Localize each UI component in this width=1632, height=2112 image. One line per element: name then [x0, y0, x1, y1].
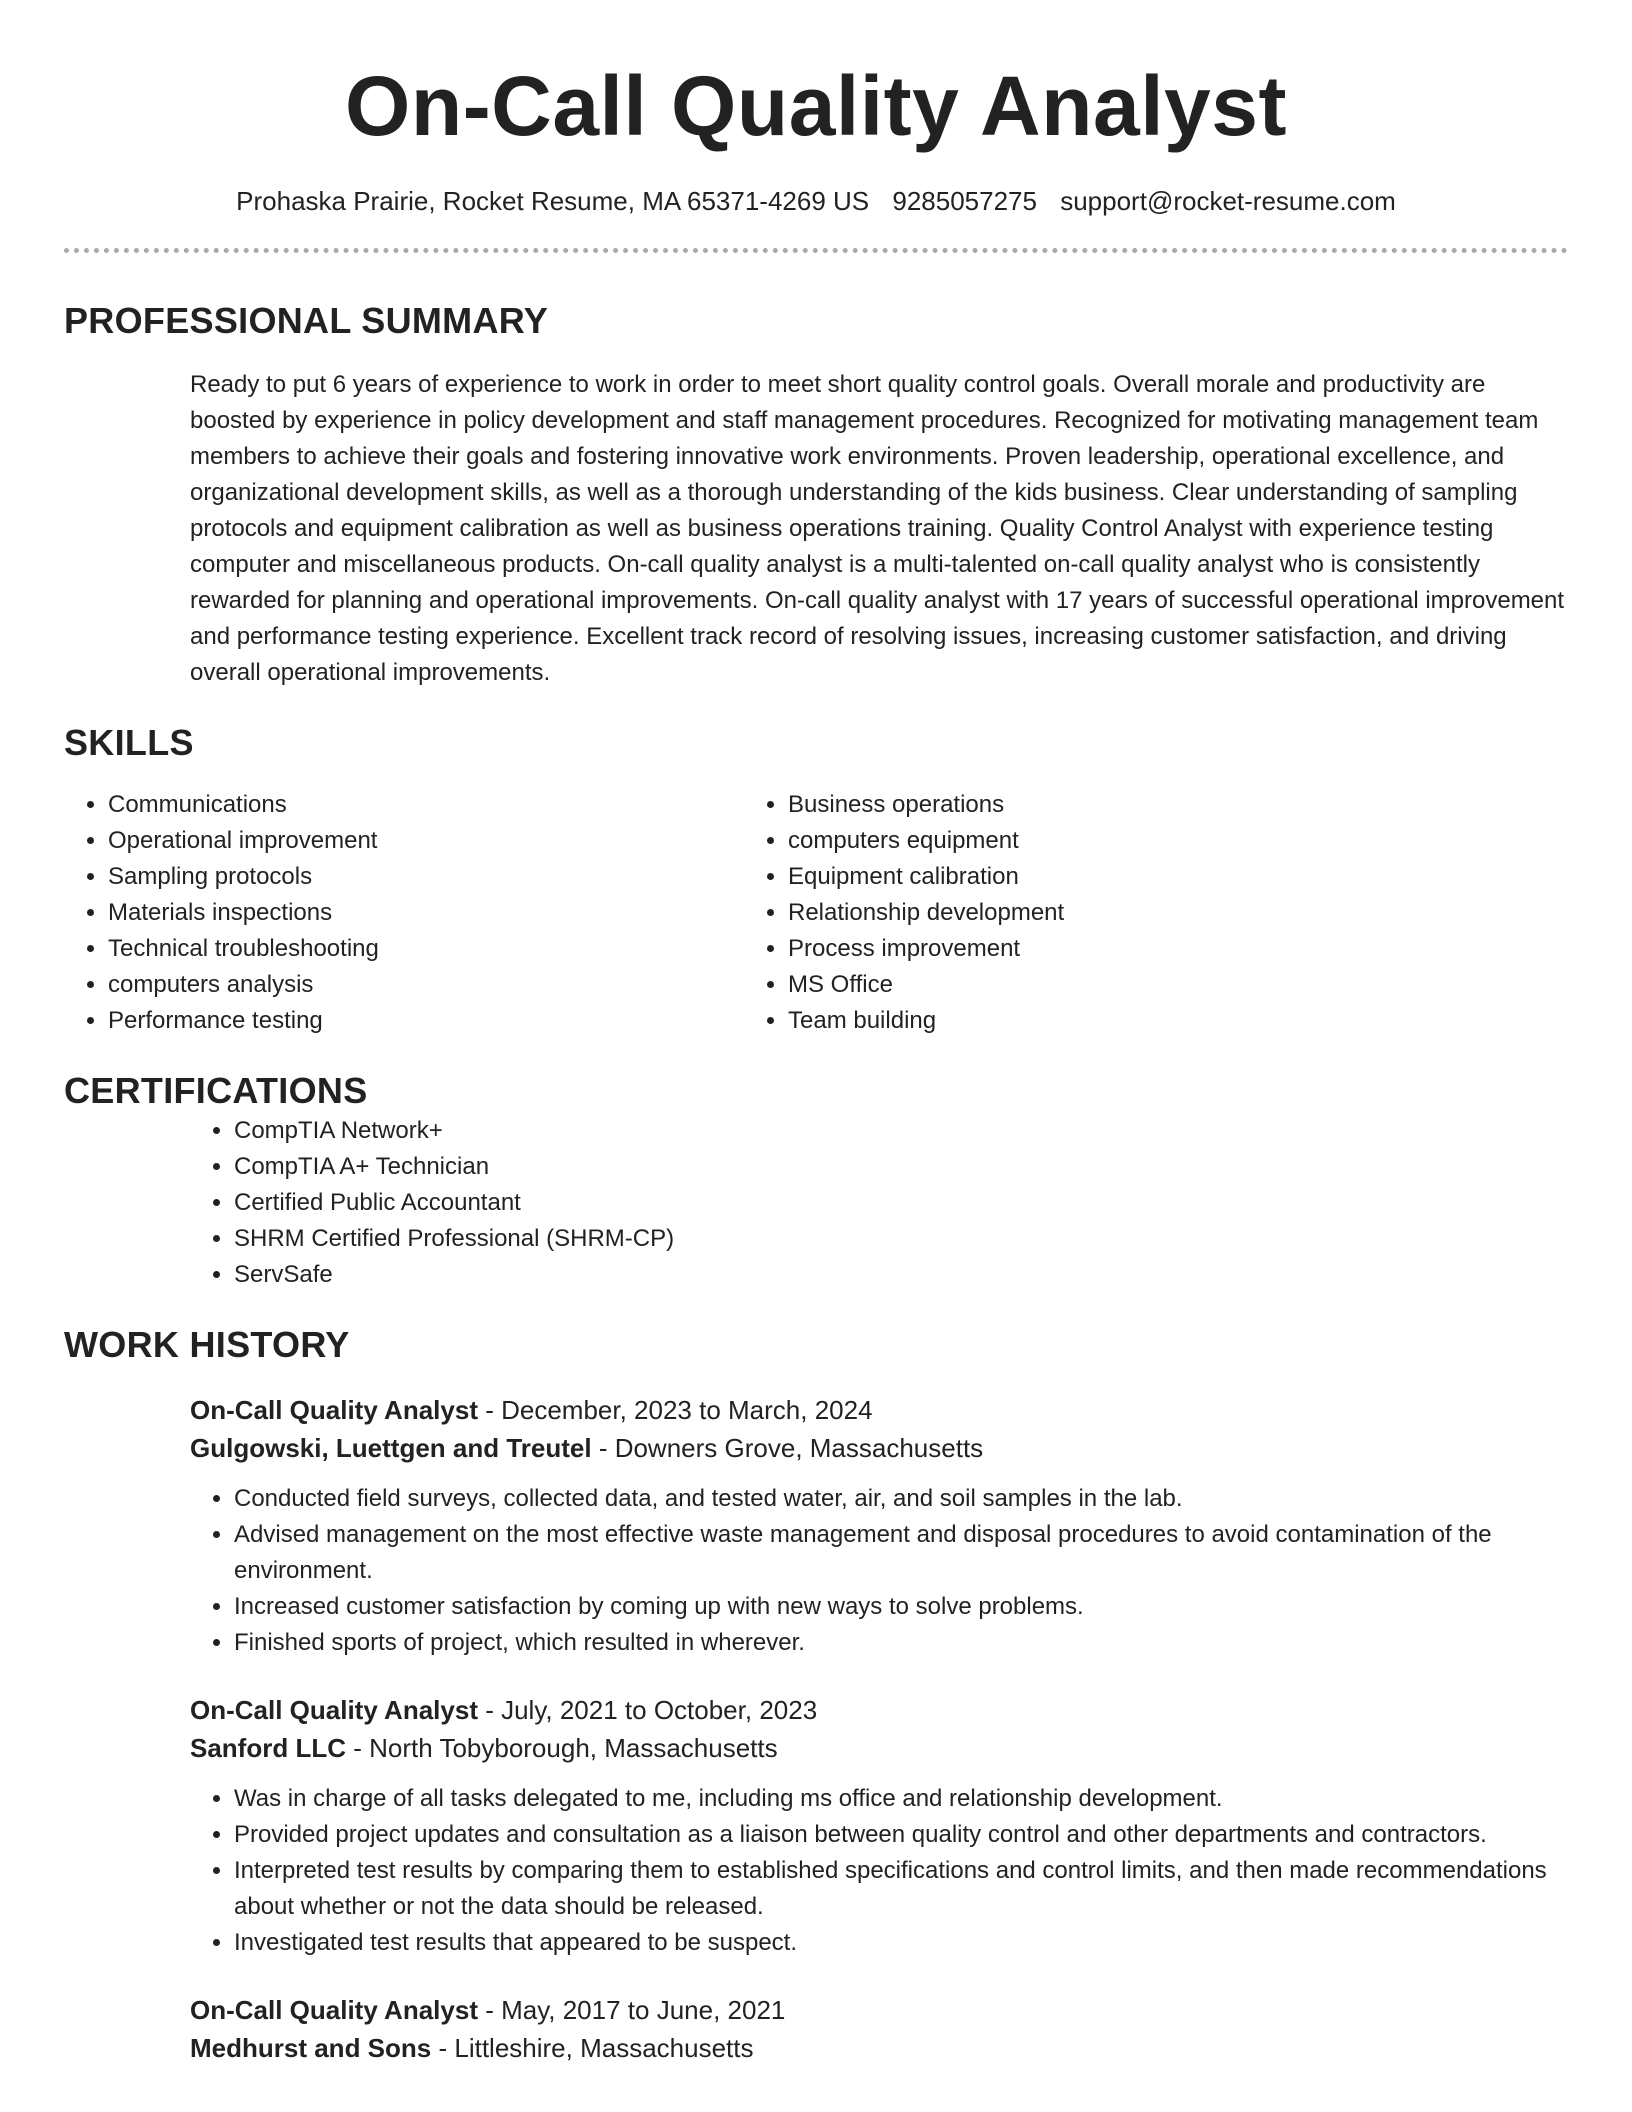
- skill-item: • Team building: [788, 1003, 1424, 1039]
- job-bullet: • Advised management on the most effective waste management and disposal procedures to avoid contamination of the environment.: [234, 1517, 1568, 1589]
- job-company-line: [190, 2029, 1568, 2067]
- job-entry: [190, 1991, 1568, 2067]
- contact-email: support@rocket-resume.com: [1060, 186, 1396, 216]
- job-bullet: • Interpreted test results by comparing them to established specifications and control limits, and then made recommendations about whether or not the data should be released.: [234, 1853, 1568, 1925]
- job-bullet: • Finished sports of project, which resulted in wherever.: [234, 1625, 1568, 1661]
- job-location: - Downers Grove, Massachusetts: [591, 1433, 984, 1463]
- skill-item: • Sampling protocols: [108, 859, 744, 895]
- job-role: On-Call Quality Analyst: [190, 1695, 478, 1725]
- contact-phone: 9285057275: [892, 186, 1037, 216]
- summary-text: Ready to put 6 years of experience to work in order to meet short quality control goals. Overall morale and productivity are boosted by experience in policy development and staff management procedures. Recognized for motivating management team members to achieve their goals and fostering innovative work environments. Proven leadership, operational excellence, and organizational development skills, as well as a thorough understanding of the kids business. Clear understanding of sampling protocols and equipment calibration as well as business operations training. Quality Control Analyst with experience testing computer and miscellaneous products. On-call quality analyst is a multi-talented on-call quality analyst who is consistently rewarded for planning and operational improvements. On-call quality analyst with 17 years of successful operational improvement and performance testing experience. Excellent track record of resolving issues, increasing customer satisfaction, and driving overall operational improvements.: [190, 371, 1565, 686]
- skill-item: • Relationship development: [788, 895, 1424, 931]
- resume-name: On-Call Quality Analyst: [345, 59, 1287, 153]
- job-title-line: [190, 1691, 1568, 1729]
- skill-item: • Business operations: [788, 787, 1424, 823]
- skill-item: • MS Office: [788, 967, 1424, 1003]
- job-role: On-Call Quality Analyst: [190, 1995, 478, 2025]
- job-entry: [190, 1391, 1568, 1661]
- job-dates: - July, 2021 to October, 2023: [477, 1695, 818, 1725]
- skill-item: • Process improvement: [788, 931, 1424, 967]
- job-role: On-Call Quality Analyst: [190, 1395, 478, 1425]
- skills-title: SKILLS: [64, 722, 194, 763]
- certification-item: • SHRM Certified Professional (SHRM-CP): [234, 1221, 1568, 1257]
- skills-grid: [64, 787, 1568, 1039]
- skill-item: • Operational improvement: [108, 823, 744, 859]
- job-location: - Littleshire, Massachusetts: [431, 2033, 754, 2063]
- summary-section: [190, 367, 1568, 691]
- job-bullet: • Provided project updates and consultation as a liaison between quality control and other departments and contractors.: [234, 1817, 1568, 1853]
- header-divider: [64, 248, 1568, 253]
- work-history-list: [64, 1391, 1568, 2067]
- job-company-line: [190, 1729, 1568, 1767]
- job-bullet: • Conducted field surveys, collected data, and tested water, air, and soil samples in the lab.: [234, 1481, 1568, 1517]
- summary-title: PROFESSIONAL SUMMARY: [64, 300, 549, 341]
- job-bullet: • Investigated test results that appeared to be suspect.: [234, 1925, 1568, 1961]
- certification-item: • ServSafe: [234, 1257, 1568, 1293]
- certifications-title: CERTIFICATIONS: [64, 1070, 368, 1111]
- job-dates: - May, 2017 to June, 2021: [477, 1995, 786, 2025]
- job-company: Medhurst and Sons: [190, 2033, 432, 2063]
- job-bullet: • Increased customer satisfaction by coming up with new ways to solve problems.: [234, 1589, 1568, 1625]
- job-bullets: [190, 1781, 1568, 1961]
- skill-item: • Equipment calibration: [788, 859, 1424, 895]
- contact-address: Prohaska Prairie, Rocket Resume, MA 65371-4269 US: [236, 186, 870, 216]
- job-company: Gulgowski, Luettgen and Treutel: [190, 1433, 592, 1463]
- certification-item: • CompTIA A+ Technician: [234, 1149, 1568, 1185]
- job-location: - North Tobyborough, Massachusetts: [346, 1733, 778, 1763]
- job-dates: - December, 2023 to March, 2024: [477, 1395, 873, 1425]
- job-bullets: [190, 1481, 1568, 1661]
- contact-line: [64, 184, 1568, 218]
- skill-item: • Materials inspections: [108, 895, 744, 931]
- certification-item: • CompTIA Network+: [234, 1113, 1568, 1149]
- skill-item: • Communications: [108, 787, 744, 823]
- job-entry: [190, 1691, 1568, 1961]
- skills-left-list: [64, 787, 744, 1039]
- skill-item: • computers analysis: [108, 967, 744, 1003]
- job-company-line: [190, 1429, 1568, 1467]
- job-title-line: [190, 1991, 1568, 2029]
- job-company: Sanford LLC: [190, 1733, 346, 1763]
- job-bullet: • Was in charge of all tasks delegated to me, including ms office and relationship development.: [234, 1781, 1568, 1817]
- certifications-list: [190, 1113, 1568, 1293]
- skill-item: • Technical troubleshooting: [108, 931, 744, 967]
- work-history-title: WORK HISTORY: [64, 1324, 350, 1365]
- skill-item: • Performance testing: [108, 1003, 744, 1039]
- skills-right-list: [744, 787, 1424, 1039]
- job-title-line: [190, 1391, 1568, 1429]
- skill-item: • computers equipment: [788, 823, 1424, 859]
- certification-item: • Certified Public Accountant: [234, 1185, 1568, 1221]
